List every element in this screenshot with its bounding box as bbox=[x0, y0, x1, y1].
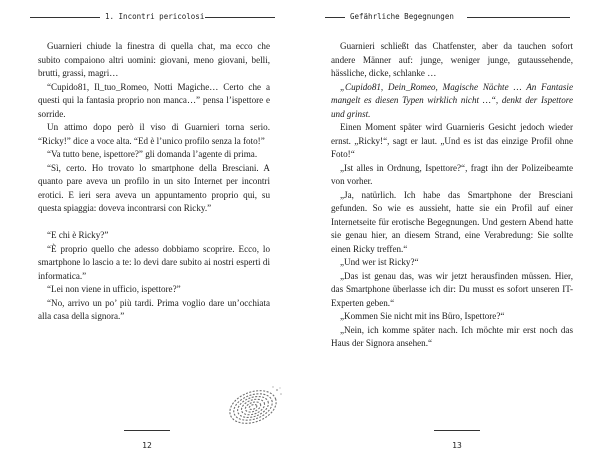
paragraph: „Ja, natürlich. Ich habe das Smartphone der Bresciani gefunden. So wie es aussieht, hatte sie ein Profil auf einer Internetseite für erotische Begegnungen. Und gestern Abend hatte sie genau hier, an diesem Strand, eine Verabredung: Sie sollte einen Ricky treffen.“ bbox=[331, 189, 573, 254]
page-footer-left bbox=[122, 430, 172, 453]
page-footer-right bbox=[432, 430, 482, 453]
body-text-german bbox=[331, 40, 573, 351]
paragraph bbox=[331, 81, 573, 122]
running-header-left bbox=[30, 11, 275, 23]
paragraph: „Und wer ist Ricky?“ bbox=[340, 257, 419, 267]
chapter-title: 1. Incontri pericolosi bbox=[102, 11, 207, 23]
running-header-right bbox=[325, 11, 570, 23]
paragraph: Guarnieri schließt das Chatfenster, aber da tauchen sofort andere Männer auf: junge, weniger junge, gutaussehende, hässliche, dicke, schlanke … bbox=[331, 41, 573, 78]
header-rule bbox=[205, 17, 275, 18]
paragraph: “E chi è Ricky?” bbox=[47, 230, 109, 240]
page-number: 13 bbox=[452, 441, 462, 450]
paragraph: „Ist alles in Ordnung, Ispettore?“, fragt ihn der Polizeibeamte von vorher. bbox=[331, 162, 573, 186]
paragraph: “Lei non viene in ufficio, ispettore?” bbox=[47, 284, 181, 294]
paragraph: “È proprio quello che adesso dobbiamo scoprire. Ecco, lo smartphone lo lascio a te: lo devi dare subito ai nostri esperti di informatica.” bbox=[38, 243, 270, 281]
italic-text: „Cupido81, Dein_Romeo, Magische Nächte … An Fantasie mangelt es diesen Typen wirklich nicht …“, denkt der Ispettore und grinst. bbox=[331, 81, 573, 119]
paragraph: Un attimo dopo però il viso di Guarnieri torna serio. “Ricky!” dice a voce alta. “Ed è l’unico profilo senza la foto!” bbox=[38, 122, 270, 146]
paragraph: “Sì, certo. Ho trovato lo smartphone della Bresciani. A quanto pare aveva un profilo in un sito Internet per incontri erotici. E ieri sera aveva un appuntamento proprio qui, su questa spiaggia: doveva incontrarsi con Ricky.” bbox=[38, 162, 270, 213]
paragraph: „Nein, ich komme später nach. Ich möchte mir erst noch das Haus der Signora ansehen.“ bbox=[331, 324, 573, 348]
paragraph: “Va tutto bene, ispettore?” gli domanda l’agente di prima. bbox=[47, 149, 258, 159]
paragraph: “No, arrivo un po’ più tardi. Prima voglio dare un’occhiata alla casa della signora.” bbox=[38, 297, 270, 321]
paragraph: “Cupido81, Il_tuo_Romeo, Notti Magiche… Certo che a questi qui la fantasia proprio non manca…” pensa l’ispettore e sorride. bbox=[38, 81, 270, 119]
header-rule bbox=[30, 17, 100, 18]
right-page bbox=[300, 0, 600, 457]
paragraph: Guarnieri chiude la finestra di quella chat, ma ecco che subito compaiono altri uomini: giovani, meno giovani, belli, brutti, grassi, magri… bbox=[38, 41, 270, 78]
body-text-italian bbox=[38, 40, 270, 324]
header-rule bbox=[467, 17, 570, 18]
paragraph: „Kommen Sie nicht mit ins Büro, Ispettore?“ bbox=[340, 311, 505, 321]
fingerprint-image bbox=[225, 382, 287, 428]
footer-rule bbox=[434, 430, 480, 431]
chapter-title: Gefährliche Begegnungen bbox=[347, 11, 457, 23]
page-number: 12 bbox=[142, 441, 152, 450]
paragraph: Einen Moment später wird Guarnieris Gesicht jedoch wieder ernst. „Ricky!“, sagt er laut. „Und es ist das einzige Profil ohne Foto!“ bbox=[331, 122, 573, 159]
header-rule bbox=[325, 17, 345, 18]
paragraph: „Das ist genau das, was wir jetzt herausfinden müssen. Hier, das Smartphone überlasse ich dir: Du musst es sofort unseren IT-Experten geben.“ bbox=[331, 270, 573, 308]
footer-rule bbox=[124, 430, 170, 431]
